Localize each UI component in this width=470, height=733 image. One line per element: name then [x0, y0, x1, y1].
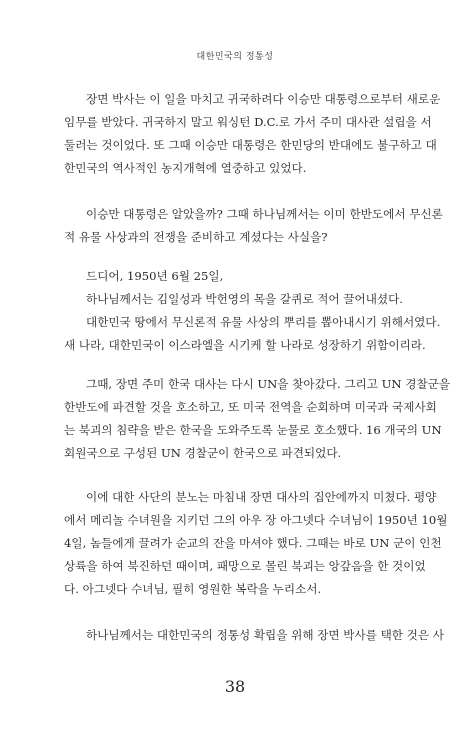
paragraph	[64, 624, 444, 647]
text-line: 새 나라, 대한민국이 이스라엘을 시기케 할 나라로 성장하기 위함이리라.	[64, 338, 426, 352]
text-line: 하나님께서는 대한민국의 정통성 확립을 위해 장면 박사를 택한 것은 사	[86, 628, 444, 642]
running-header: 대한민국의 정통성	[196, 52, 274, 62]
paragraph	[64, 265, 441, 357]
text-line: 임무를 받았다. 귀국하지 말고 워싱턴 D.C.로 가서 주미 대사관 설립을 서	[64, 115, 432, 129]
text-line: 대한민국 땅에서 무신론적 유물 사상의 뿌리를 뽑아내시기 위해서였다.	[86, 315, 441, 329]
page-number: 38	[224, 677, 246, 696]
text-line: 한반도에 파견할 것을 호소하고, 또 미국 전역을 순회하며 미국과 국제사회	[64, 400, 437, 414]
text-line: 다. 아그넷다 수녀님, 필히 영원한 복락을 누리소서.	[64, 582, 322, 596]
paragraph	[64, 88, 441, 180]
text-line: 회원국으로 구성된 UN 경찰군이 한국으로 파견되었다.	[64, 446, 342, 460]
text-line: 그때, 장면 주미 한국 대사는 다시 UN을 찾아갔다. 그리고 UN 경찰군을	[86, 377, 451, 391]
paragraph	[64, 373, 451, 465]
text-line: 하나님께서는 김일성과 박헌영의 목을 갈퀴로 적어 끌어내셨다.	[86, 292, 403, 306]
text-line: 이에 대한 사단의 분노는 마침내 장면 대사의 집안에까지 미쳤다. 평양	[86, 490, 437, 504]
text-line: 둘러는 것이었다. 또 그때 이승만 대통령은 한민당의 반대에도 불구하고 대	[64, 138, 437, 152]
text-line: 4일, 놈들에게 끌려가 순교의 잔을 마셔야 했다. 그때는 바로 UN 군이 인천	[64, 536, 442, 550]
text-line: 드디어, 1950년 6월 25일,	[86, 269, 224, 283]
text-line: 장면 박사는 이 일을 마치고 귀국하려다 이승만 대통령으로부터 새로운	[86, 92, 441, 106]
text-line: 에서 메리놀 수녀원을 지키던 그의 아우 장 아그넷다 수녀님이 1950년 10월	[64, 513, 448, 527]
text-line: 한민국의 역사적인 농지개혁에 열중하고 있었다.	[64, 161, 307, 175]
text-line: 는 북괴의 침략을 받은 한국을 도와주도록 눈물로 호소했다. 16 개국의 UN	[64, 423, 442, 437]
text-line: 적 유물 사상과의 전쟁을 준비하고 계셨다는 사실을?	[64, 230, 328, 244]
paragraph	[64, 486, 448, 601]
paragraph	[64, 203, 443, 249]
text-line: 상륙을 하여 북진하던 때이며, 패망으로 몰린 북괴는 앙갚음을 한 것이었	[64, 559, 426, 573]
text-line: 이승만 대통령은 알았을까? 그때 하나님께서는 이미 한반도에서 무신론	[86, 207, 443, 221]
